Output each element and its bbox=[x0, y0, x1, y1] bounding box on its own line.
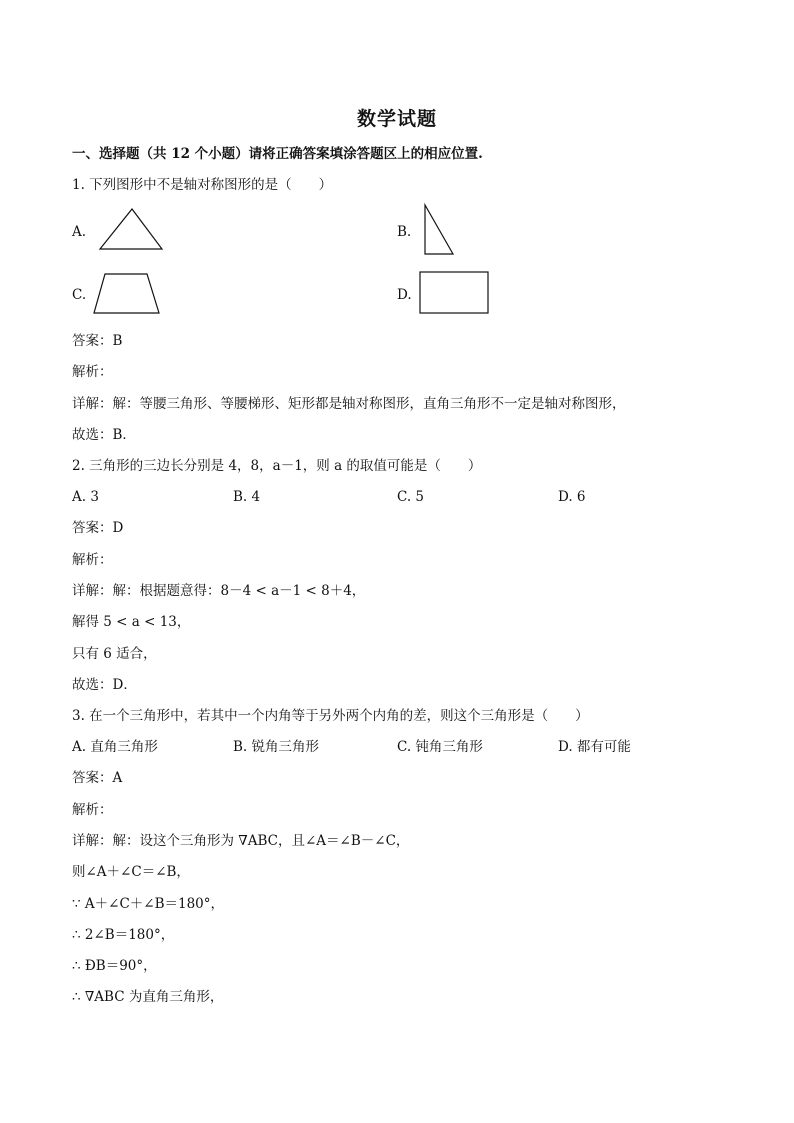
q2-analysis: 解析： bbox=[72, 552, 113, 568]
q1-stem: 1. 下列图形中不是轴对称图形的是（ ） bbox=[72, 177, 333, 193]
q2-conclusion: 故选：D． bbox=[72, 677, 137, 693]
q3-option-c: C. 钝角三角形 bbox=[397, 739, 483, 755]
q2-stem: 2. 三角形的三边长分别是 4，8，a－1，则 a 的取值可能是（ ） bbox=[72, 458, 482, 474]
q2-answer: 答案：D bbox=[72, 520, 124, 536]
q3-option-b: B. 锐角三角形 bbox=[233, 739, 320, 755]
q3-option-a: A. 直角三角形 bbox=[72, 739, 158, 755]
q2-step-2: 只有 6 适合， bbox=[72, 646, 157, 662]
q1-option-c-label: C. bbox=[72, 287, 87, 303]
q2-option-d: D. 6 bbox=[558, 489, 586, 505]
q1-figure-rectangle bbox=[417, 269, 491, 317]
q3-step-1: 则∠A＋∠C＝∠B， bbox=[72, 864, 190, 880]
q3-option-d: D. 都有可能 bbox=[558, 739, 631, 755]
q1-option-a-label: A. bbox=[72, 224, 87, 240]
q1-figure-isosceles-trapezoid bbox=[90, 271, 166, 317]
q1-conclusion: 故选：B． bbox=[72, 427, 136, 443]
q1-detail: 详解：解：等腰三角形、等腰梯形、矩形都是轴对称图形，直角三角形不一定是轴对称图形， bbox=[72, 396, 626, 412]
q2-option-b: B. 4 bbox=[233, 489, 261, 505]
q1-option-d-label: D. bbox=[397, 287, 412, 303]
q1-option-b-label: B. bbox=[397, 224, 412, 240]
q3-step-3: ∴ 2∠B＝180°， bbox=[72, 927, 175, 943]
q3-step-4: ∴ ÐB＝90°， bbox=[72, 958, 157, 974]
q3-step-2: ∵ A＋∠C＋∠B＝180°， bbox=[72, 896, 225, 912]
q2-option-c: C. 5 bbox=[397, 489, 425, 505]
q1-figure-right-triangle bbox=[420, 202, 460, 258]
q3-step-5: ∴ ∇ABC 为直角三角形， bbox=[72, 989, 224, 1005]
q2-step-1: 解得 5 < a < 13， bbox=[72, 614, 191, 630]
q3-analysis: 解析： bbox=[72, 802, 113, 818]
q1-analysis: 解析： bbox=[72, 364, 113, 380]
q1-figure-isosceles-triangle bbox=[96, 206, 168, 252]
q2-option-a: A. 3 bbox=[72, 489, 99, 505]
q2-detail: 详解：解：根据题意得：8－4 < a－1 < 8＋4， bbox=[72, 583, 366, 599]
q3-answer: 答案：A bbox=[72, 770, 123, 786]
page-title: 数学试题 bbox=[356, 108, 437, 130]
q3-detail: 详解：解：设这个三角形为 ∇ABC，且∠A＝∠B－∠C， bbox=[72, 833, 410, 849]
section-heading: 一、选择题（共 12 个小题）请将正确答案填涂答题区上的相应位置. bbox=[72, 146, 483, 162]
q1-answer: 答案：B bbox=[72, 333, 123, 349]
q3-stem: 3. 在一个三角形中，若其中一个内角等于另外两个内角的差，则这个三角形是（ ） bbox=[72, 708, 589, 724]
